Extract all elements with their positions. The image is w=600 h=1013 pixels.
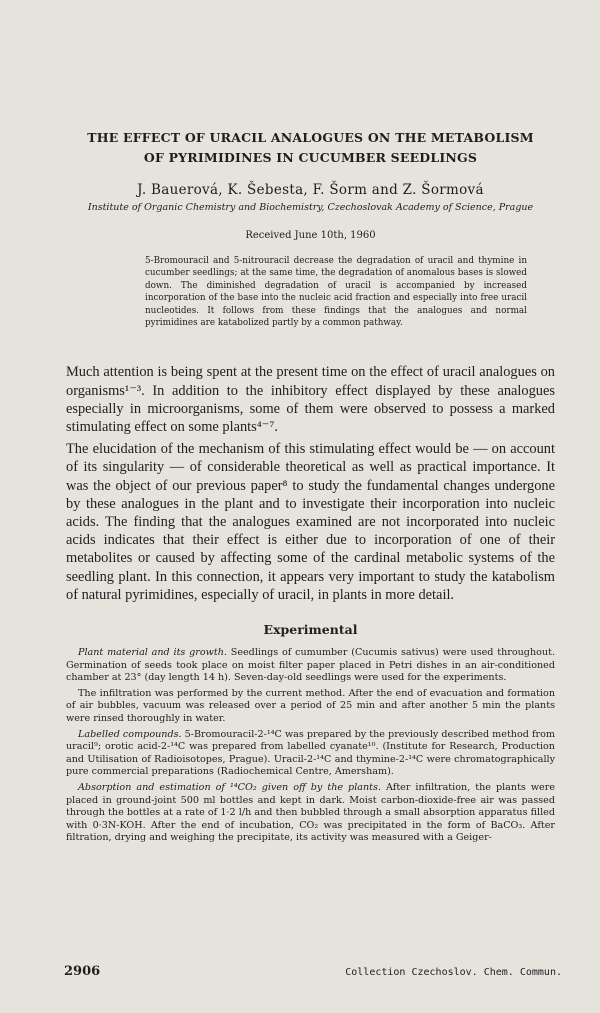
- intro-paragraph-1: Much attention is being spent at the present time on the effect of uracil analogues on organisms¹⁻³. In addition to the inhibitory effect displayed by these analogues especially in microorganisms, some of them were observed to possess a marked stimulating effect on some plants⁴⁻⁷.: [66, 364, 555, 436]
- page-footer: [64, 964, 562, 979]
- exp-paragraph: [66, 782, 555, 845]
- exp-lead: Labelled compounds.: [78, 728, 182, 740]
- exp-lead: Plant material and its growth.: [78, 647, 227, 659]
- institute-affiliation: Institute of Organic Chemistry and Biochemistry, Czechoslovak Academy of Science, Prague: [87, 202, 534, 213]
- section-heading-experimental: Experimental: [263, 622, 358, 638]
- journal-page: [0, 128, 600, 1013]
- introduction: [66, 363, 555, 604]
- exp-text: 5-Bromouracil-2-¹⁴C was prepared by the previously described method from uracil⁹; orotic acid-2-¹⁴C was prepared from labelled cyanate¹⁰. (Institute for Research, Production and Utilisation of Radioisotopes, Prague). Uracil-2-¹⁴C and thymine-2-¹⁴C were chromatographically pure commercial preparations (Radiochemical Centre, Amersham).: [66, 728, 555, 778]
- exp-paragraph: [66, 647, 555, 685]
- experimental-section: [66, 647, 555, 845]
- title-line-2: OF PYRIMIDINES IN CUCUMBER SEEDLINGS: [143, 150, 478, 165]
- author-list: J. Bauerová, K. Šebesta, F. Šorm and Z. Šormová: [137, 182, 484, 198]
- title-line-1: THE EFFECT OF URACIL ANALOGUES ON THE METABOLISM: [87, 130, 534, 145]
- page-number: 2906: [64, 964, 101, 979]
- exp-text: After infiltration, the plants were placed in ground-joint 500 ml bottles and kept in dark. Moist carbon-dioxide-free air was passed through the bottles at a rate of 1·2 l/h and then bubbled through a small absorption apparatus filled with 0·3N-KOH. After the end of incubation, CO₂ was precipitated in the form of BaCO₃. After filtration, drying and weighing the precipitate, its activity was measured with a Geiger-: [66, 782, 555, 844]
- exp-text: Seedlings of cumumber (Cucumis sativus) were used throughout. Germination of seeds took place on moist filter paper placed in Petri dishes in an air-conditioned chamber at 23° (day length 14 h). Seven-day-old seedlings were used for the experiments.: [66, 647, 555, 684]
- exp-text: The infiltration was performed by the current method. After the end of evacuation and formation of air bubbles, vacuum was released over a period of 25 min and after another 5 min the plants were rinsed thoroughly in water.: [66, 687, 555, 725]
- exp-paragraph: [66, 729, 555, 779]
- exp-lead: Absorption and estimation of ¹⁴CO₂ given off by the plants.: [78, 782, 381, 794]
- intro-paragraph-2: The elucidation of the mechanism of this stimulating effect would be — on account of its singularity — of considerable theoretical as well as practical importance. It was the object of our previous paper⁸ to study the fundamental changes undergone by these analogues in the plant and to investigate their incorporation into nucleic acids. The finding that the analogues examined are not incorporated into nucleic acids indicates that their effect is either due to incorporation of one of their metabolites or caused by affecting some of the cardinal metabolic systems of the seedling plant. In this connection, it appears very important to study the katabolism of natural pyrimidines, especially of uracil, in plants in more detail.: [66, 441, 555, 603]
- article-title: [66, 128, 555, 168]
- journal-name: Collection Czechoslov. Chem. Commun.: [345, 967, 562, 978]
- exp-paragraph: [66, 688, 555, 726]
- abstract: 5-Bromouracil and 5-nitrouracil decrease the degradation of uracil and thymine in cucumber seedlings; at the same time, the degradation of anomalous bases is slowed down. The diminished degradation of uracil is accompanied by increased incorporation of the base into the nucleic acid fraction and especially into free uracil nucleotides. It follows from these findings that the analogues and normal pyrimidines are katabolized partly by a common pathway.: [145, 256, 527, 329]
- received-date: Received June 10th, 1960: [245, 230, 376, 241]
